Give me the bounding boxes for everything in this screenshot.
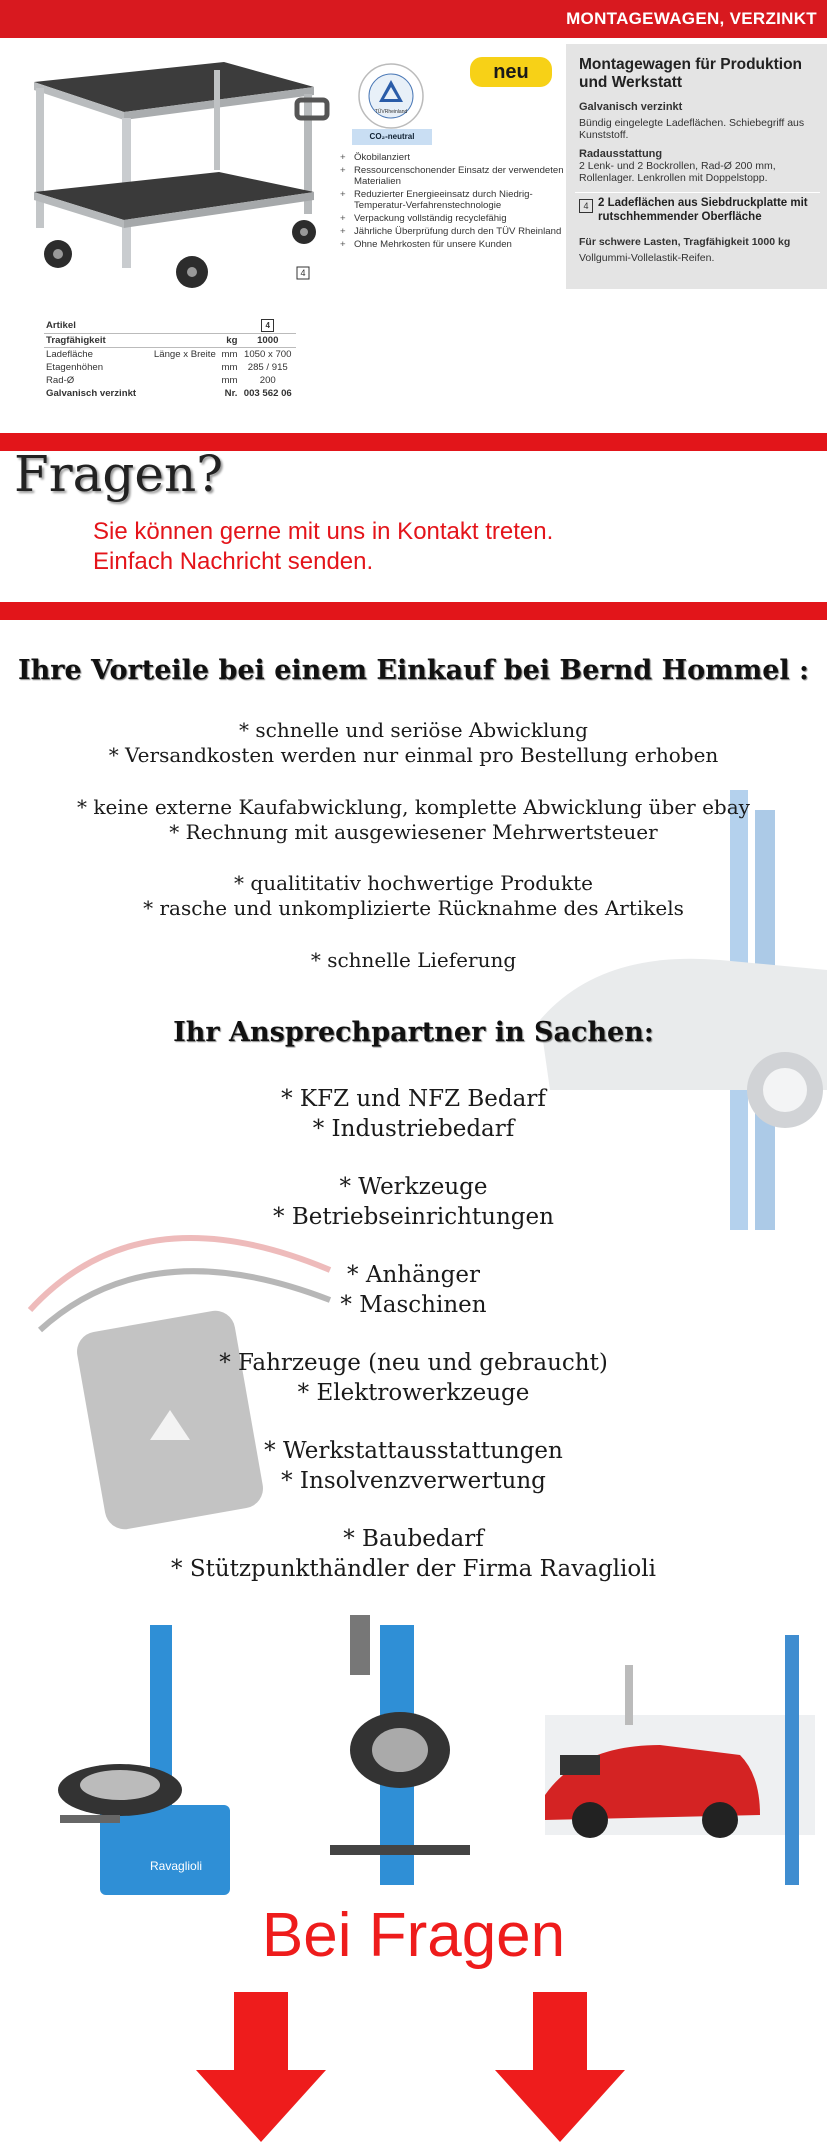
table-cell-unit: mm (221, 362, 238, 373)
table-header-row (44, 318, 296, 334)
table-cell-unit: kg (218, 334, 240, 348)
table-cell-label: Galvanisch verzinkt (46, 388, 137, 399)
tire-changer-2-image (330, 1615, 470, 1885)
ansprech-11: * Baubedarf (343, 1526, 484, 1552)
plus-icon: + (340, 189, 346, 200)
feature-text: Ökobilanziert (354, 152, 410, 163)
vorteil-3: * keine externe Kaufabwicklung, komplette Abwicklung über ebay (77, 795, 750, 819)
feature-list (340, 152, 565, 252)
tire-changer-1-image (58, 1625, 230, 1895)
table-cell-value: 1000 (239, 334, 296, 348)
table-row (44, 374, 296, 387)
ansprech-10: * Insolvenzverwertung (281, 1468, 546, 1494)
feature-text: Verpackung vollständig recyclefähig (354, 213, 507, 224)
feature-item (340, 239, 565, 250)
fragen-heading: Fragen? (14, 445, 224, 503)
lift-car-image (545, 1635, 815, 1885)
ansprech-5: * Anhänger (347, 1262, 480, 1288)
ansprech-title: Ihr Ansprechpartner in Sachen: (173, 1017, 654, 1048)
ansprech-1: * KFZ und NFZ Bedarf (281, 1086, 546, 1112)
ansprech-7: * Fahrzeuge (neu und gebraucht) (219, 1350, 608, 1376)
table-cell-unit: mm (221, 349, 238, 360)
brand-label: Ravaglioli (150, 1859, 203, 1873)
variant-capacity: Für schwere Lasten, Tragfähigkeit 1000 kg (579, 236, 791, 248)
ansprech-8: * Elektrowerkzeuge (297, 1380, 530, 1406)
contact-line-1: Sie können gerne mit uns in Kontakt treten. (93, 518, 554, 545)
vorteil-5: * qualititativ hochwertige Produkte (234, 871, 593, 895)
feature-item (340, 226, 565, 237)
feature-text: Ressourcenschonender Einsatz der verwendeten Materialien (354, 165, 564, 187)
vorteile-title: Ihre Vorteile bei einem Einkauf bei Bernd Hommel : (17, 655, 810, 686)
variant-heading: 2 Ladeflächen aus Siebdruckplatte mit rutschhemmender Oberfläche (598, 197, 808, 223)
feature-item (340, 213, 565, 224)
table-cell-label: Ladefläche (46, 349, 93, 360)
table-header-value: 4 (261, 319, 274, 332)
table-row (44, 348, 296, 362)
product-desc: Bündig eingelegte Ladeflächen. Schiebegriff aus Kunststoff. (579, 117, 805, 141)
page-title: MONTAGEWAGEN, VERZINKT (566, 9, 817, 28)
plus-icon: + (340, 226, 346, 237)
table-cell-sub (146, 334, 218, 348)
product-photos (0, 1605, 827, 1905)
divider (575, 192, 820, 193)
table-cell-sub (146, 387, 218, 400)
table-row (44, 387, 296, 400)
contact-line-2: Einfach Nachricht senden. (93, 548, 374, 575)
table-cell-label: Rad-Ø (46, 375, 75, 386)
product-title: Montagewagen für Produktion und Werkstatt (579, 56, 803, 91)
table-row (44, 361, 296, 374)
table-cell-value: 1050 x 700 (244, 349, 292, 360)
table-cell-value: 200 (259, 375, 276, 386)
svg-text:TÜVRheinland: TÜVRheinland (374, 109, 408, 115)
vorteil-1: * schnelle und seriöse Abwicklung (239, 718, 588, 742)
table-cell-unit: Nr. (224, 388, 238, 399)
rad-desc: 2 Lenk- und 2 Bockrollen, Rad-Ø 200 mm, Rollenlager. Lenkrollen mit Doppelstopp. (579, 160, 776, 184)
ansprech-4: * Betriebseinrichtungen (273, 1204, 554, 1230)
vorteil-4: * Rechnung mit ausgewiesener Mehrwertsteuer (169, 820, 658, 844)
ansprech-9: * Werkstattausstattungen (264, 1438, 563, 1464)
feature-item (340, 165, 565, 187)
ansprech-2: * Industriebedarf (312, 1116, 515, 1142)
table-cell-sub (146, 374, 218, 387)
table-cell-value: 285 / 915 (247, 362, 288, 373)
cart-image (14, 42, 334, 292)
spec-table (44, 318, 296, 400)
cta-text: Bei Fragen (261, 1901, 566, 1970)
ansprech-6: * Maschinen (340, 1292, 487, 1318)
table-cell-value: 003 562 06 (243, 388, 292, 399)
vorteil-2: * Versandkosten werden nur einmal pro Bestellung erhoben (108, 743, 719, 767)
co2-label: CO₂-neutral (352, 129, 432, 145)
down-arrow-icon (495, 1992, 625, 2142)
table-cell-sub: Länge x Breite (153, 349, 216, 360)
vorteil-7: * schnelle Lieferung (310, 948, 517, 972)
table-cell-sub (146, 361, 218, 374)
feature-text: Reduzierter Energieeinsatz durch Niedrig-Temperatur-Verfahrenstechnologie (354, 189, 533, 211)
variant-tires: Vollgummi-Vollelastik-Reifen. (579, 252, 715, 264)
table-cell-label: Etagenhöhen (46, 362, 104, 373)
vorteil-6: * rasche und unkomplizierte Rücknahme des Artikels (143, 896, 684, 920)
new-badge: neu (470, 57, 552, 87)
variant-badge: 4 (579, 199, 593, 213)
table-header-label: Artikel (44, 318, 239, 334)
down-arrow-icon (196, 1992, 326, 2142)
lift-car-background (520, 790, 827, 1230)
ansprech-12: * Stützpunkthändler der Firma Ravaglioli (171, 1556, 656, 1582)
feature-item (340, 152, 565, 163)
feature-text: Ohne Mehrkosten für unsere Kunden (354, 239, 512, 250)
plus-icon: + (340, 152, 346, 163)
image-tag: 4 (300, 268, 306, 278)
plus-icon: + (340, 165, 346, 176)
red-divider-bottom (0, 602, 827, 620)
ansprech-3: * Werkzeuge (339, 1174, 488, 1200)
plus-icon: + (340, 239, 346, 250)
rad-heading: Radausstattung (579, 148, 663, 160)
table-cell-label: Tragfähigkeit (44, 334, 146, 348)
product-subtitle: Galvanisch verzinkt (579, 101, 683, 113)
table-cell-unit: mm (221, 375, 238, 386)
feature-text: Jährliche Überprüfung durch den TÜV Rheinland (354, 226, 562, 237)
table-row (44, 334, 296, 348)
plus-icon: + (340, 213, 346, 224)
feature-item (340, 189, 565, 211)
